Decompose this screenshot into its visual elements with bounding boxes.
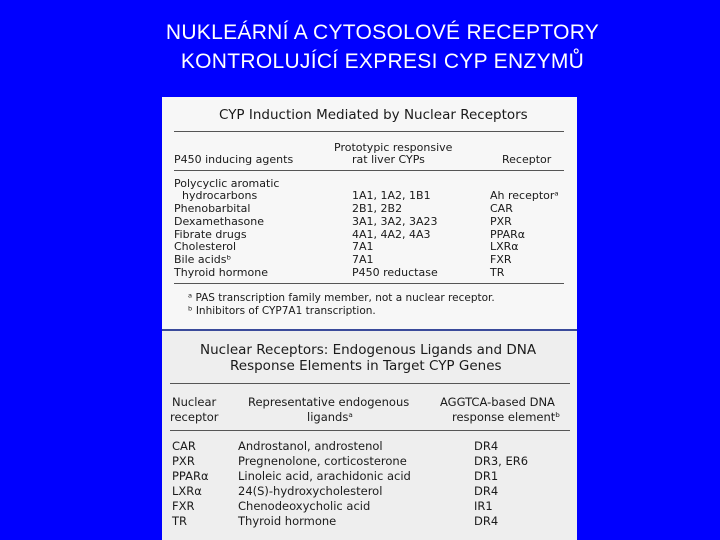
element-cell: DR4 xyxy=(474,484,499,498)
column-header-element-line-2: response elementᵇ xyxy=(452,410,561,424)
table-row xyxy=(162,514,577,529)
receptor-cell: PPARα xyxy=(490,228,525,241)
cyps-cell: 4A1, 4A2, 4A3 xyxy=(352,228,431,241)
slide-title xyxy=(0,18,720,76)
nuclear-receptors-table xyxy=(162,331,577,540)
divider xyxy=(170,383,570,384)
ligands-cell: Pregnenolone, corticosterone xyxy=(238,454,407,468)
table-title: CYP Induction Mediated by Nuclear Receptors xyxy=(219,107,528,123)
divider xyxy=(174,131,564,132)
agent-cell: Phenobarbital xyxy=(174,202,251,215)
table-row xyxy=(162,216,577,228)
receptor-cell: LXRα xyxy=(490,240,519,253)
cyp-induction-table xyxy=(162,97,577,330)
table-row xyxy=(162,499,577,514)
agent-cell: Cholesterol xyxy=(174,240,237,253)
element-cell: DR4 xyxy=(474,439,499,453)
agent-cell: Polycyclic aromatic xyxy=(174,177,280,190)
divider xyxy=(174,283,564,284)
column-header-ligands-line-2: ligandsᵃ xyxy=(307,410,353,424)
agent-cell: hydrocarbons xyxy=(182,189,258,202)
slide-title-line-1: NUKLEÁRNÍ A CYTOSOLOVÉ RECEPTORY xyxy=(165,21,600,44)
column-header-element-line-1: AGGTCA-based DNA xyxy=(440,395,555,409)
element-cell: DR3, ER6 xyxy=(474,454,529,468)
receptor-cell: PXR xyxy=(490,215,512,228)
table-row xyxy=(162,190,577,202)
agent-cell: Bile acidsᵇ xyxy=(174,253,232,266)
table-row xyxy=(162,241,577,253)
footnote: ᵃ PAS transcription family member, not a nuclear receptor. xyxy=(188,292,495,304)
element-cell: DR1 xyxy=(474,469,499,483)
receptor-cell: CAR xyxy=(172,439,196,453)
cyps-cell: 1A1, 1A2, 1B1 xyxy=(352,189,431,202)
receptor-cell: TR xyxy=(490,266,505,279)
column-header-agents: P450 inducing agents xyxy=(174,153,294,166)
table-row xyxy=(162,469,577,484)
table-row xyxy=(162,454,577,469)
cyps-cell: 2B1, 2B2 xyxy=(352,202,403,215)
column-header-receptor-line-2: receptor xyxy=(170,410,219,424)
table-title-line-2: Response Elements in Target CYP Genes xyxy=(230,358,502,374)
slide-title-line-2: KONTROLUJÍCÍ EXPRESI CYP ENZYMŮ xyxy=(180,50,585,73)
receptor-cell: FXR xyxy=(172,499,195,513)
table-row xyxy=(162,254,577,266)
column-header-cyps-line-2: rat liver CYPs xyxy=(352,153,425,166)
element-cell: DR4 xyxy=(474,514,499,528)
column-header-cyps-line-1: Prototypic responsive xyxy=(334,141,453,154)
receptor-cell: FXR xyxy=(490,253,512,266)
receptor-cell: PPARα xyxy=(172,469,209,483)
table-title-line-1: Nuclear Receptors: Endogenous Ligands and DNA xyxy=(200,342,537,358)
column-header-receptor: Receptor xyxy=(502,153,552,166)
column-header-receptor-line-1: Nuclear xyxy=(172,395,217,409)
table-row xyxy=(162,439,577,454)
ligands-cell: Androstanol, androstenol xyxy=(238,439,383,453)
receptor-cell: Ah receptorᵃ xyxy=(490,189,559,202)
divider xyxy=(174,170,564,171)
element-cell: IR1 xyxy=(474,499,493,513)
table-row xyxy=(162,203,577,215)
ligands-cell: 24(S)-hydroxycholesterol xyxy=(238,484,383,498)
cyps-cell: 7A1 xyxy=(352,240,374,253)
cyps-cell: 7A1 xyxy=(352,253,374,266)
cyps-cell: 3A1, 3A2, 3A23 xyxy=(352,215,438,228)
receptor-cell: LXRα xyxy=(172,484,202,498)
cyps-cell: P450 reductase xyxy=(352,266,438,279)
agent-cell: Thyroid hormone xyxy=(174,266,268,279)
footnote: ᵇ Inhibitors of CYP7A1 transcription. xyxy=(188,305,376,317)
receptor-cell: CAR xyxy=(490,202,513,215)
ligands-cell: Thyroid hormone xyxy=(238,514,337,528)
agent-cell: Dexamethasone xyxy=(174,215,265,228)
receptor-cell: TR xyxy=(172,514,188,528)
column-header-ligands-line-1: Representative endogenous xyxy=(248,395,410,409)
agent-cell: Fibrate drugs xyxy=(174,228,247,241)
table-row xyxy=(162,267,577,279)
ligands-cell: Linoleic acid, arachidonic acid xyxy=(238,469,411,483)
divider xyxy=(170,430,570,431)
receptor-cell: PXR xyxy=(172,454,195,468)
ligands-cell: Chenodeoxycholic acid xyxy=(238,499,371,513)
table-row xyxy=(162,484,577,499)
